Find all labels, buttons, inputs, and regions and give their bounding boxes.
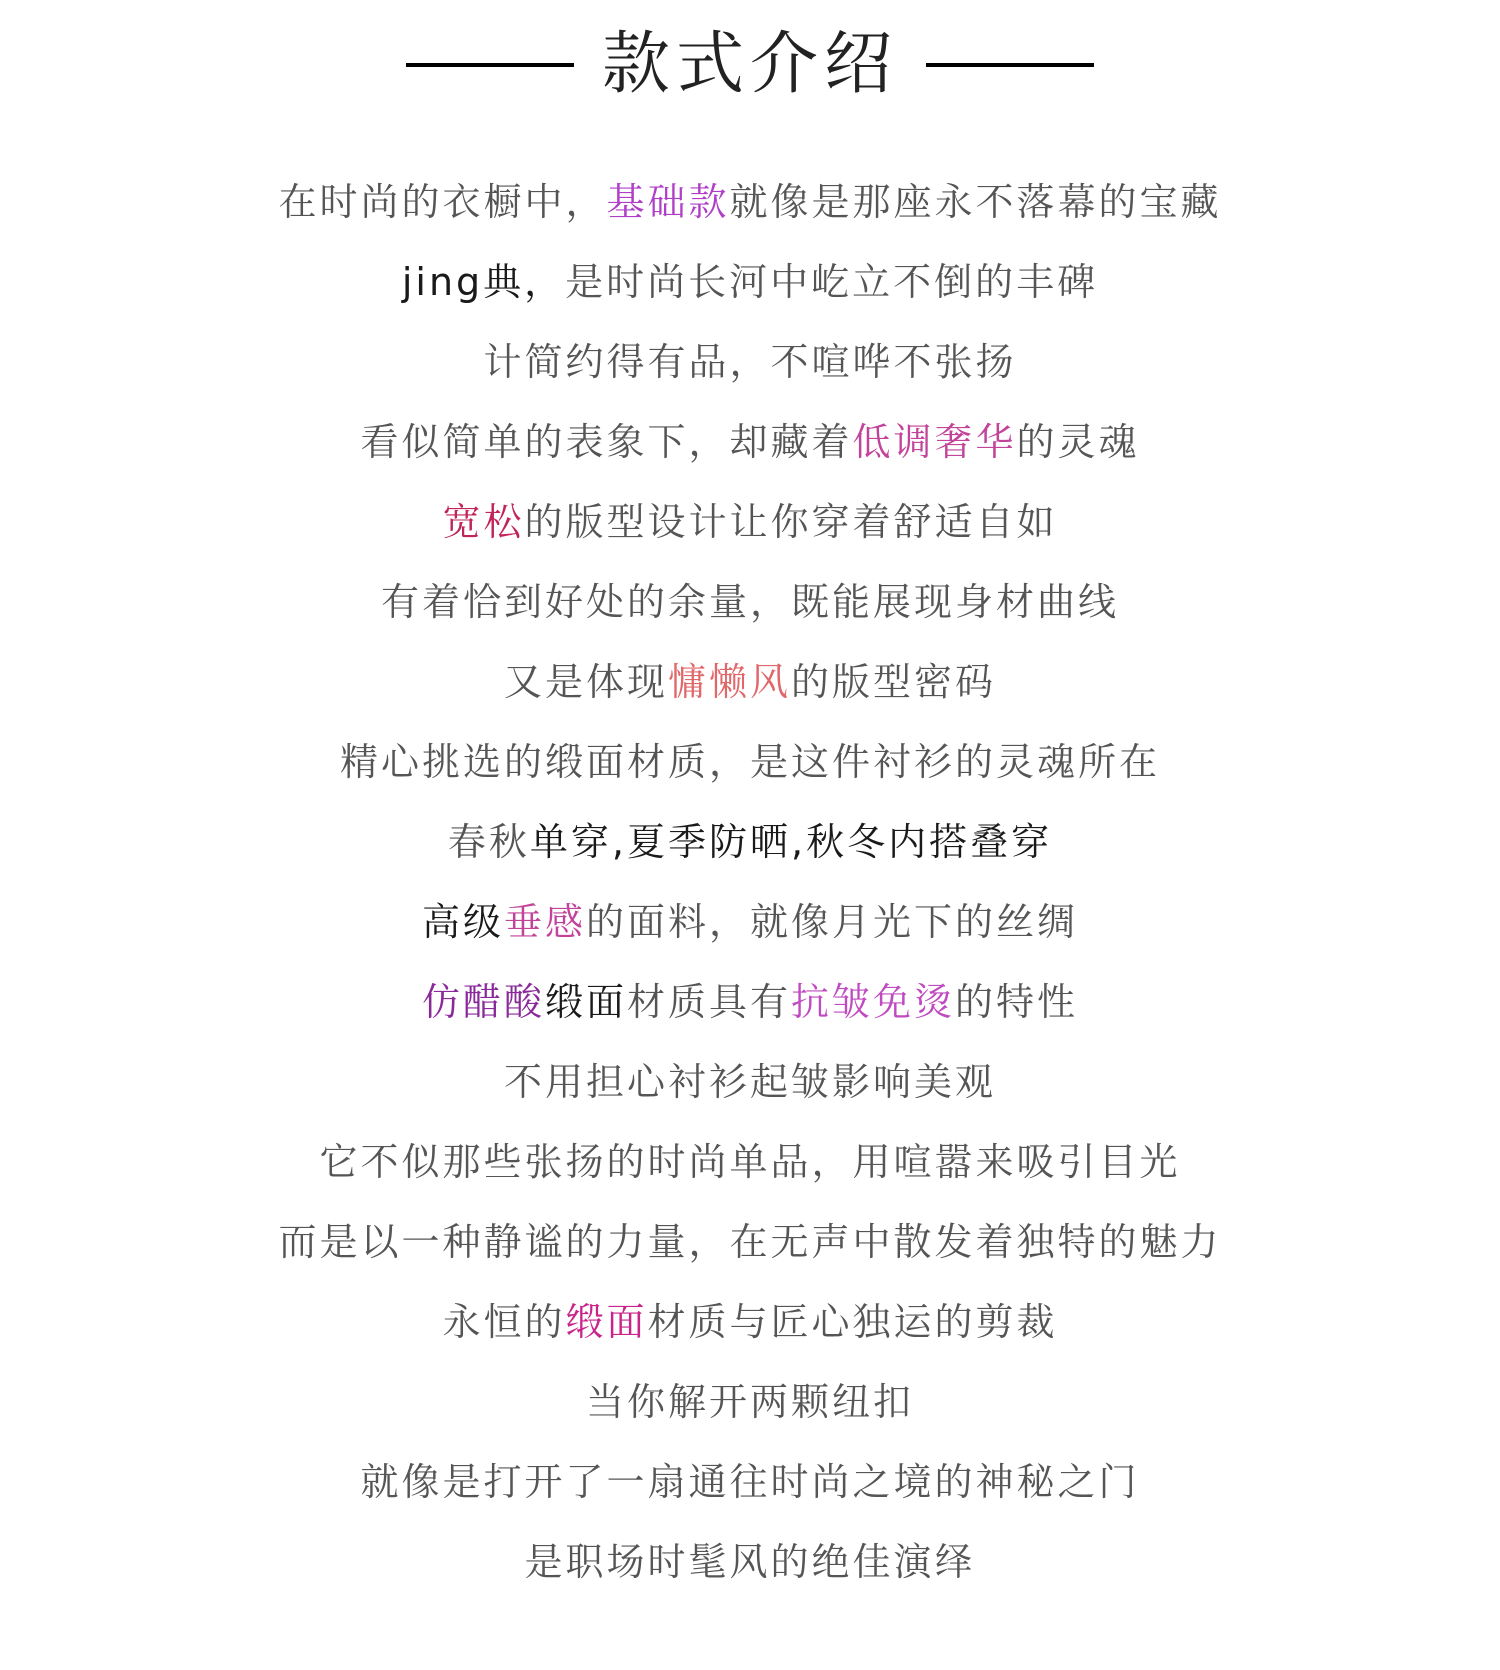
- page-title: 款式介绍: [601, 25, 898, 104]
- text-segment: 高级: [421, 900, 504, 944]
- text-segment: 低调奢华: [852, 420, 1017, 464]
- text-segment: 抗皱免烫: [791, 980, 956, 1024]
- text-segment: 就像是那座永不落幕的宝藏: [729, 180, 1222, 224]
- text-line: [0, 642, 1500, 722]
- text-segment: 的版型设计让你穿着舒适自如: [524, 500, 1058, 544]
- text-line: [0, 242, 1500, 322]
- text-segment: 材质与匠心独运的剪裁: [647, 1300, 1058, 1344]
- header-right-rule: [926, 63, 1094, 67]
- text-segment: 而是以一种静谧的力量，在无声中散发着独特的魅力: [278, 1220, 1222, 1264]
- text-line: [0, 1522, 1500, 1602]
- text-line: [0, 1202, 1500, 1282]
- text-segment: 春秋: [447, 820, 530, 864]
- text-segment: 的面料，就像月光下的丝绸: [586, 900, 1079, 944]
- text-segment: 的版型密码: [791, 660, 997, 704]
- text-line: [0, 1042, 1500, 1122]
- text-segment: 单穿,夏季防晒,秋冬内搭叠穿: [529, 820, 1053, 864]
- text-segment: 看似简单的表象下，却藏着: [360, 420, 853, 464]
- text-segment: 又是体现: [503, 660, 668, 704]
- text-segment: 不用担心衬衫起皱影响美观: [503, 1060, 996, 1104]
- text-line: [0, 882, 1500, 962]
- description-text: [0, 162, 1500, 1602]
- text-segment: 有着恰到好处的余量，既能展现身材曲线: [380, 580, 1119, 624]
- text-segment: jing典，: [401, 260, 566, 304]
- text-segment: 精心挑选的缎面材质，是这件衬衫的灵魂所在: [339, 740, 1160, 784]
- text-line: [0, 322, 1500, 402]
- text-segment: 就像是打开了一扇通往时尚之境的神秘之门: [360, 1460, 1140, 1504]
- text-line: [0, 482, 1500, 562]
- text-line: [0, 1282, 1500, 1362]
- text-line: [0, 562, 1500, 642]
- header-left-rule: [406, 63, 574, 67]
- text-segment: 当你解开两颗纽扣: [585, 1380, 914, 1424]
- text-line: [0, 722, 1500, 802]
- text-segment: 永恒的: [442, 1300, 566, 1344]
- text-line: [0, 162, 1500, 242]
- text-line: [0, 1362, 1500, 1442]
- text-segment: 是职场时髦风的绝佳演绎: [524, 1540, 976, 1584]
- text-segment: 宽松: [442, 500, 525, 544]
- text-segment: 材质具有: [626, 980, 791, 1024]
- text-segment: 垂感: [503, 900, 586, 944]
- text-segment: 缎面: [565, 1300, 648, 1344]
- text-segment: 缎面: [544, 980, 627, 1024]
- section-header: [0, 20, 1500, 110]
- text-segment: 在时尚的衣橱中，: [278, 180, 607, 224]
- text-segment: 基础款: [606, 180, 730, 224]
- text-segment: 是时尚长河中屹立不倒的丰碑: [565, 260, 1099, 304]
- text-line: [0, 1442, 1500, 1522]
- text-segment: 计简约得有品，不喧哗不张扬: [483, 340, 1017, 384]
- text-line: [0, 962, 1500, 1042]
- text-segment: 它不似那些张扬的时尚单品，用喧嚣来吸引目光: [319, 1140, 1181, 1184]
- text-segment: 的特性: [955, 980, 1079, 1024]
- text-segment: 的灵魂: [1016, 420, 1140, 464]
- text-line: [0, 402, 1500, 482]
- text-segment: 慵懒风: [667, 660, 791, 704]
- text-line: [0, 802, 1500, 882]
- text-line: [0, 1122, 1500, 1202]
- text-segment: 仿醋酸: [421, 980, 545, 1024]
